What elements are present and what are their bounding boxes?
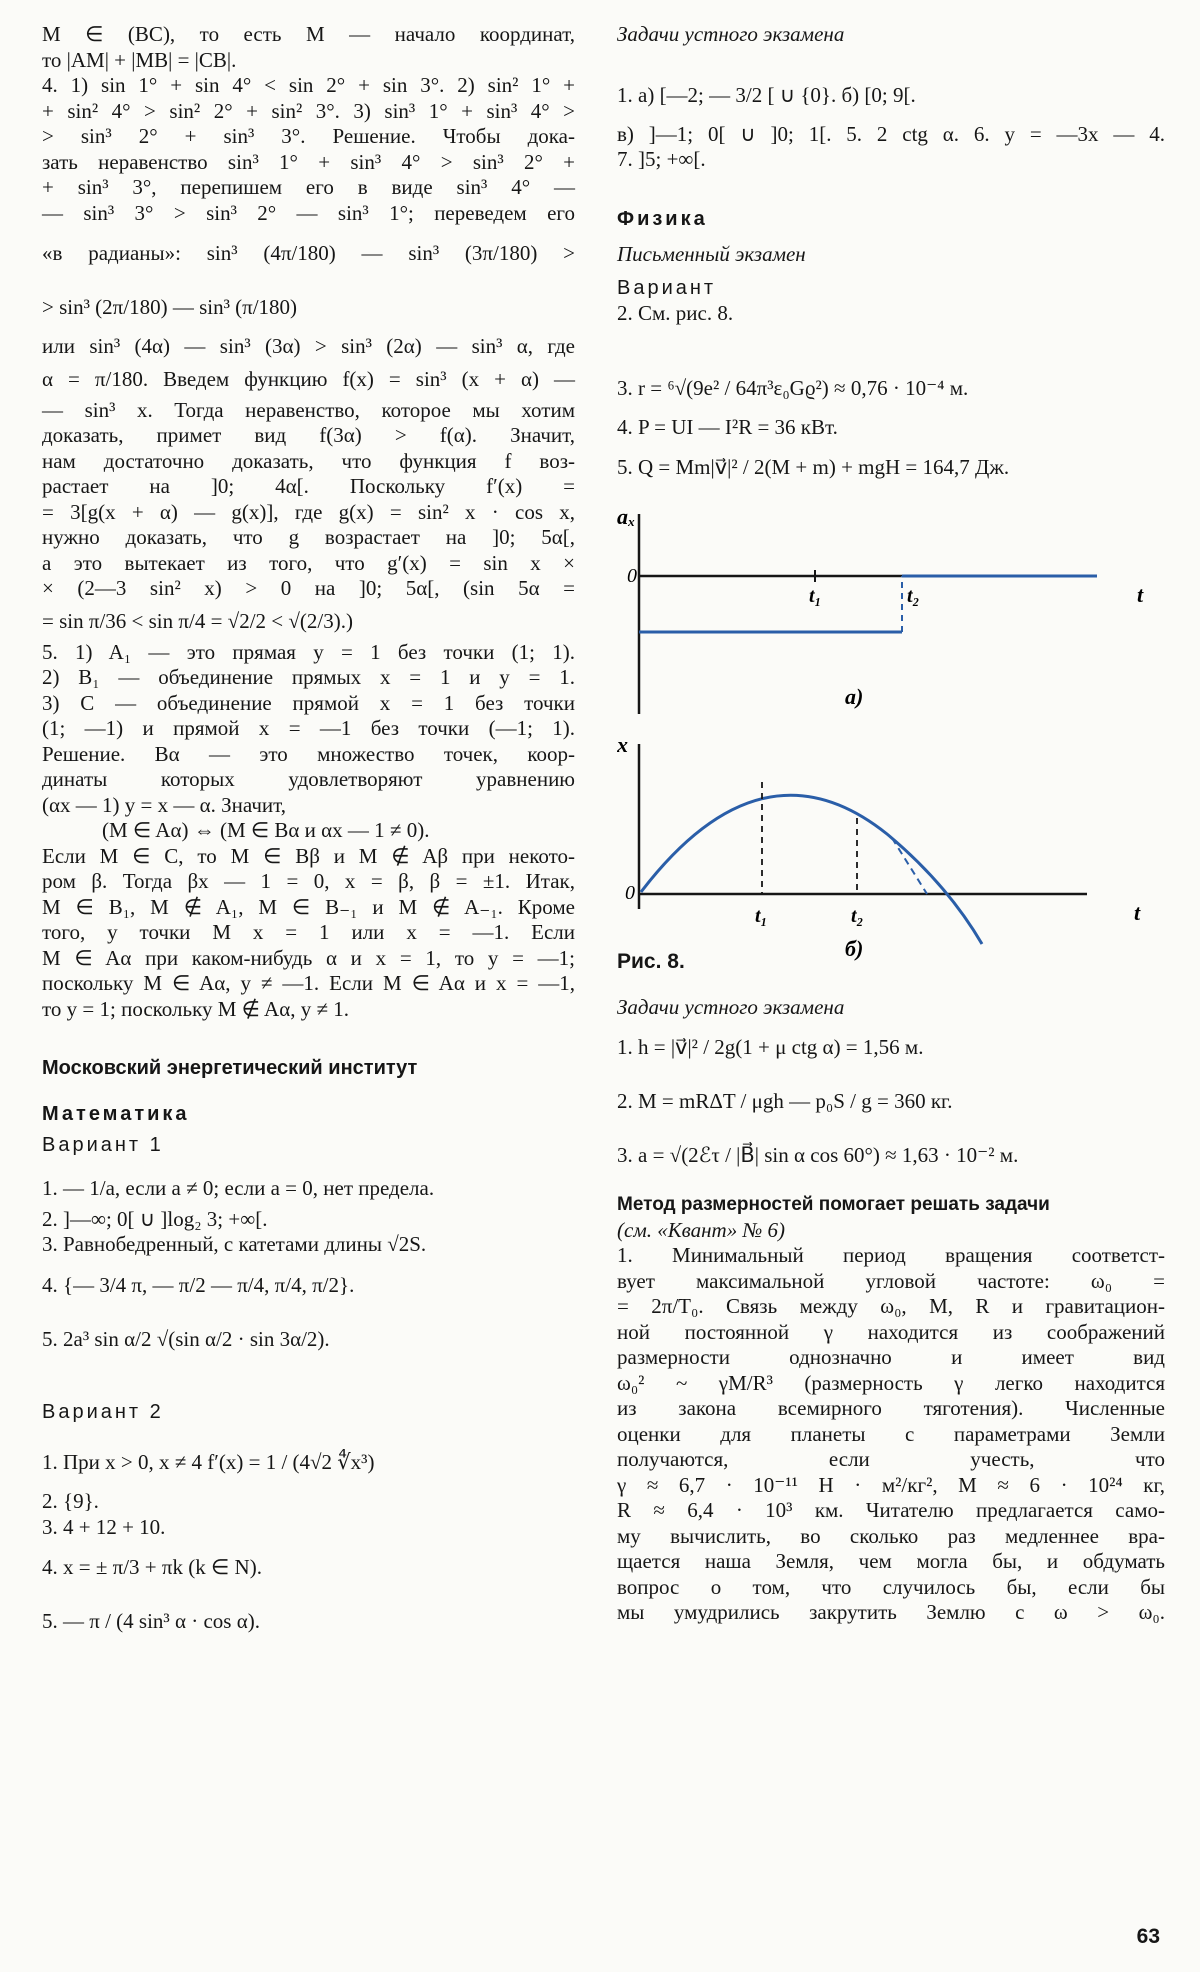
text-line: R ≈ 6,4 · 10³ км. Читателю предлагается само- [617, 1498, 1165, 1522]
answer-line: 3. r = ⁶√(9e² / 64π³ε₀Gϱ²) ≈ 0,76 · 10⁻⁴ м. [617, 375, 969, 400]
x-axis-label: t [1137, 582, 1144, 607]
text-line: 4. 1) sin 1° + sin 4° < sin 2° + sin 3°. 2) sin² 1° + [42, 73, 575, 97]
text-line: динаты которых удовлетворяют уравнению [42, 767, 575, 791]
answer-line: 1. а) [—2; — 3/2 [ ∪ {0}. б) [0; 9[. [617, 82, 916, 107]
text-line: — sin³ 3° > sin³ 2° — sin³ 1°; переведем его [42, 200, 575, 225]
text-line: му вычислить, во сколько раз медленнее вра- [617, 1523, 1165, 1548]
text-line: Если M ∈ C, то M ∈ Bβ и M ∉ Aβ при некото- [42, 843, 575, 868]
answer-line: 2. M = mRΔT / μgh — p₀S / g = 360 кг. [617, 1089, 953, 1113]
text-line: M ∈ (BC), то есть M — начало координат, [42, 22, 575, 46]
section-title: Письменный экзамен [617, 242, 806, 266]
text-line: того, у точки M x = 1 или x = —1. Если [42, 920, 575, 944]
article-title: Метод размерностей помогает решать задачи [617, 1194, 1050, 1215]
text-line: Решение. Bα — это множество точек, коор- [42, 741, 575, 766]
t1-label: t₁ [755, 905, 768, 927]
text-line: или sin³ (4α) — sin³ (3α) > sin³ (2α) — sin³ α, где [42, 334, 575, 358]
text-line: то y = 1; поскольку M ∉ Aα, y ≠ 1. [42, 996, 349, 1021]
text-line: > sin³ (2π/180) — sin³ (π/180) [42, 295, 298, 319]
section-title: Задачи устного экзамена [617, 994, 845, 1019]
graph-b-caption: б) [845, 936, 864, 961]
figure-caption: Рис. 8. [617, 950, 685, 973]
text-line: M ∈ Aα при каком-нибудь α и x = 1, то y = —1; [42, 945, 575, 970]
text-line: зать неравенство sin³ 1° + sin³ 4° > sin³ 2° + [42, 149, 575, 174]
text-line: 5. 1) A₁ — это прямая y = 1 без точки (1; 1). [42, 639, 575, 664]
origin-label: 0 [625, 882, 635, 904]
text-line: × (2—3 sin² x) > 0 на ]0; 5α[, (sin 5α = [42, 576, 575, 600]
text-line: ром β. Тогда βx — 1 = 0, x = β, β = ±1. Итак, [42, 869, 575, 893]
answer-line: 4. P = UI — I²R = 36 кВт. [617, 414, 838, 439]
y-axis-label: aₓ [617, 504, 636, 529]
text-line: M ∈ B₁, M ∉ A₁, M ∈ B₋₁ и M ∉ A₋₁. Кроме [42, 894, 575, 919]
text-line: — sin³ x. Тогда неравенство, которое мы хотим [42, 397, 575, 422]
answer-line: 5. — π / (4 sin³ α · cos α). [42, 1609, 260, 1633]
graph-a [617, 494, 1165, 734]
answer-line: 3. Равнобедренный, с катетами длины √2S. [42, 1232, 427, 1256]
text-line: мы умудрились закрутить Землю с ω > ω₀. [617, 1600, 1165, 1624]
text-line: γ ≈ 6,7 · 10⁻¹¹ Н · м²/кг², M ≈ 6 · 10²⁴ кг, [617, 1472, 1165, 1497]
text-line: из закона всемирного тяготения). Численные [617, 1396, 1165, 1420]
text-line: поскольку M ∈ Aα, y ≠ —1. Если M ∈ Aα и x = —1, [42, 971, 575, 995]
answer-line: 1. — 1/a, если a ≠ 0; если a = 0, нет предела. [42, 1175, 435, 1200]
section-title: Задачи устного экзамена [617, 22, 845, 46]
text-line: α = π/180. Введем функцию f(x) = sin³ (x + α) — [42, 366, 575, 391]
variant-title: Вариант 1 [42, 1134, 164, 1156]
text-line: (M ∈ Aα) ⇔ (M ∈ Bα и αx — 1 ≠ 0). [102, 818, 430, 842]
answer-line: 4. x = ± π/3 + πk (k ∈ N). [42, 1555, 262, 1579]
text-line: = 3[g(x + α) — g(x)], где g(x) = sin² x · cos x, [42, 499, 575, 524]
position-curve [641, 795, 982, 944]
text-line: то |AM| + |MB| = |CB|. [42, 47, 237, 72]
right-column [617, 22, 1165, 1626]
text-line: а это вытекает из того, что g′(x) = sin x × [42, 550, 575, 575]
t2-label: t₂ [851, 905, 864, 927]
text-line: = sin π/36 < sin π/4 = √2/2 < √(2/3).) [42, 608, 353, 633]
text-line: «в радианы»: sin³ (4π/180) — sin³ (3π/180) > [42, 241, 575, 265]
variant-title: Вариант 2 [42, 1400, 164, 1423]
x-axis-label: t [1134, 900, 1141, 925]
answer-line: 5. 2a³ sin α/2 √(sin α/2 · sin 3α/2). [42, 1326, 330, 1351]
text-line: 3) C — объединение прямой x = 1 без точки [42, 690, 575, 715]
text-line: вует максимальной угловой частоте: ω₀ = [617, 1268, 1165, 1293]
answer-line: 7. ]5; +∞[. [617, 147, 706, 171]
text-line: нужно доказать, что g возрастает на ]0; 5α[, [42, 525, 575, 549]
subject-title: Физика [617, 207, 708, 230]
answer-line: 3. 4 + 12 + 10. [42, 1514, 166, 1539]
answer-line: 2. ]—∞; 0[ ∪ ]log₂ 3; +∞[. [42, 1206, 268, 1231]
text-line: щается наша Земля, чем могла бы, и обдумать [617, 1549, 1165, 1573]
text-line: получаются, если учесть, что [617, 1447, 1165, 1471]
t2-label: t₂ [907, 585, 920, 607]
text-line: доказать, примет вид f(3α) > f(α). Значит, [42, 423, 575, 447]
origin-label: 0 [627, 565, 637, 587]
text-line: = 2π/T₀. Связь между ω₀, M, R и гравитацион- [617, 1294, 1165, 1318]
answer-line: 3. a = √(2ℰτ / |B⃗| sin α cos 60°) ≈ 1,63 · 10⁻² м. [617, 1143, 1019, 1167]
text-line: оценки для планеты с параметрами Земли [617, 1421, 1165, 1446]
subject-title: Математика [42, 1102, 190, 1125]
text-line: ной постоянной γ находится из соображений [617, 1319, 1165, 1344]
graph-a-caption: а) [845, 684, 864, 709]
answer-line: 2. См. рис. 8. [617, 301, 734, 325]
y-axis-label: x [617, 734, 628, 757]
text-line: вопрос о том, что случилось бы, если бы [617, 1574, 1165, 1599]
text-line: растает на ]0; 4α[. Поскольку f′(x) = [42, 474, 575, 498]
text-line: + sin³ 3°, перепишем его в виде sin³ 4° — [42, 175, 575, 199]
variant-title: Вариант [617, 276, 717, 299]
t1-label: t₁ [809, 585, 822, 607]
text-line: (αx — 1) y = x — α. Значит, [42, 792, 286, 817]
text-line: (1; —1) и прямой x = —1 без точки (—1; 1). [42, 716, 575, 740]
graph-b [617, 734, 1165, 969]
answer-line: 4. {— 3/4 π, — π/2 — π/4, π/4, π/2}. [42, 1272, 355, 1297]
text-line: нам достаточно доказать, что функция f воз- [42, 448, 575, 473]
article-ref: (см. «Квант» № 6) [617, 1217, 786, 1242]
text-line: 1. Минимальный период вращения соответст- [617, 1243, 1165, 1267]
text-line: > sin³ 2° + sin³ 3°. Решение. Чтобы дока- [42, 124, 575, 148]
answer-line: 2. {9}. [42, 1489, 99, 1513]
text-line: размерности однозначно и имеет вид [617, 1345, 1165, 1369]
answer-line: 1. При x > 0, x ≠ 4 f′(x) = 1 / (4√2 ∜x³) [42, 1450, 375, 1474]
text-line: 2) B₁ — объединение прямых x = 1 и y = 1. [42, 665, 575, 689]
text-line: ω₀² ~ γM/R³ (размерность γ легко находится [617, 1370, 1165, 1395]
text-line: + sin² 4° > sin² 2° + sin² 3°. 3) sin³ 1° + sin³ 4° > [42, 98, 575, 123]
answer-line: 5. Q = Mm|v⃗|² / 2(M + m) + mgH = 164,7 Дж. [617, 455, 1010, 479]
page-number: 63 [1136, 1925, 1160, 1948]
answer-line: в) ]—1; 0[ ∪ ]0; 1[. 5. 2 ctg α. 6. y = —3x — 4. [617, 121, 1165, 146]
answer-line: 1. h = |v⃗|² / 2g(1 + μ ctg α) = 1,56 м. [617, 1035, 924, 1059]
section-title: Московский энергетический институт [42, 1057, 418, 1079]
left-column [42, 22, 575, 1648]
